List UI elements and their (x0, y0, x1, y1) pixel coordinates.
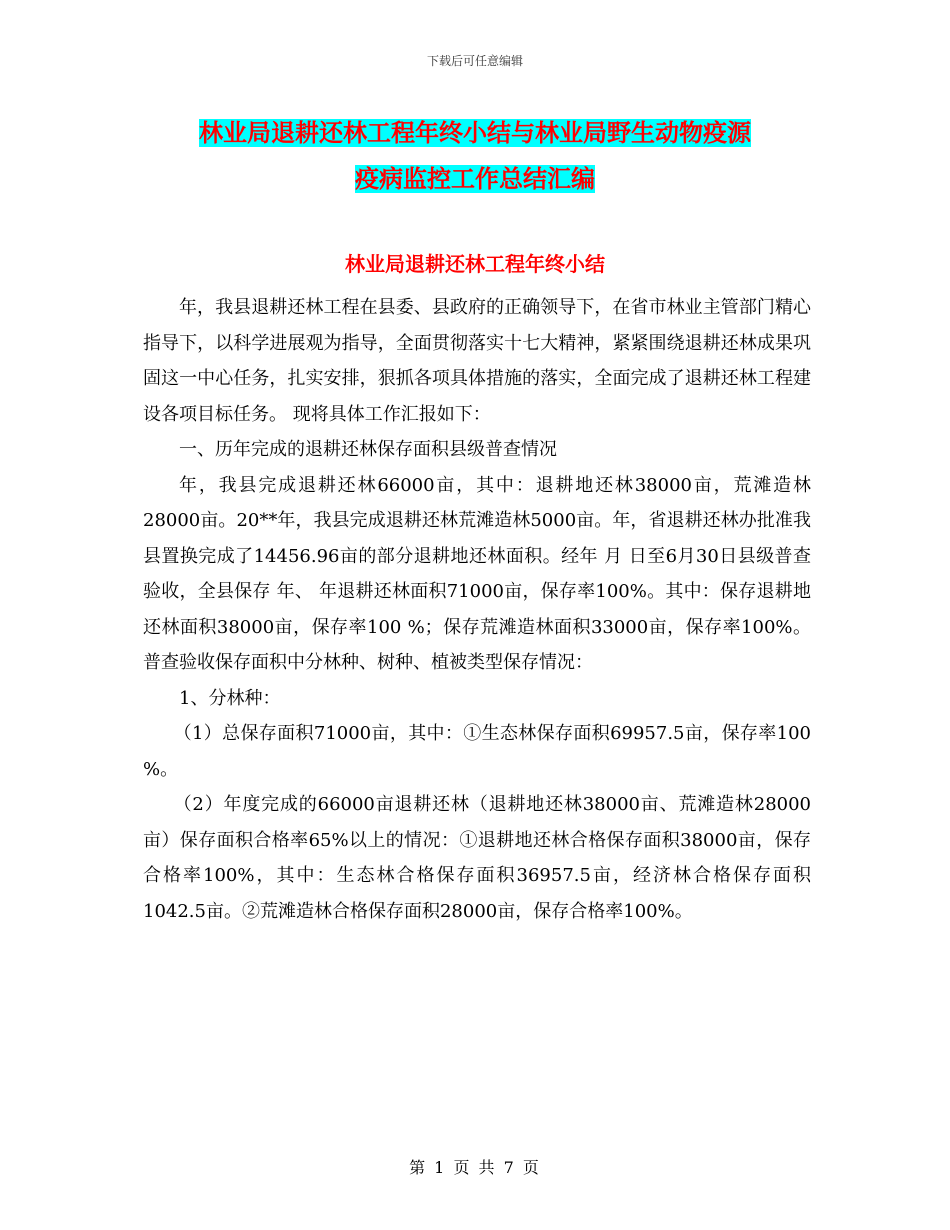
page-header-note: 下载后可任意编辑 (426, 54, 523, 68)
paragraph-item-1: （1）总保存面积71000亩，其中：①生态林保存面积69957.5亩，保存率100 %。 (143, 723, 811, 780)
paragraph-item-2: （2）年度完成的66000亩退耕还林（退耕地还林38000亩、荒滩造林28000亩）保存面积合格率65%以上的情况：①退耕地还林合格保存面积38000亩，保存合格率100%，其中：生态林合格保存面积36957.5亩，经济林合格保存面积1042.5亩。②荒滩造林合格保存面积28000亩，保存合格率100%。 (143, 794, 811, 922)
section-title: 林业局退耕还林工程年终小结 (345, 252, 605, 276)
paragraph-forest-type-heading: 1、分林种： (179, 687, 281, 709)
page-number: 第 1 页 共 7 页 (409, 1158, 541, 1177)
document-title-line-2: 疫病监控工作总结汇编 (355, 165, 595, 193)
document-title (140, 110, 810, 202)
document-body (143, 290, 811, 929)
document-title-line-1: 林业局退耕还林工程年终小结与林业局野生动物疫源 (199, 119, 751, 147)
paragraph-intro: 年，我县退耕还林工程在县委、县政府的正确领导下，在省市林业主管部门精心指导下，以科学进展观为指导，全面贯彻落实十七大精神，紧紧围绕退耕还林成果巩固这一中心任务，扎实安排，狠抓各项具体措施的落实，全面完成了退耕还林工程建设各项目标任务。 现将具体工作汇报如下： (143, 297, 811, 425)
paragraph-survey: 年，我县完成退耕还林66000亩，其中：退耕地还林38000亩，荒滩造林28000亩。20**年，我县完成退耕还林荒滩造林5000亩。年，省退耕还林办批准我县置换完成了14456.96亩的部分退耕地还林面积。经年 月 日至6月30日县级普查验收，全县保存 年、 年退耕还林面积71000亩，保存率100%。其中：保存退耕地还林面积38000亩，保存率100 %；保存荒滩造林面积33000亩，保存率100%。普查验收保存面积中分林种、树种、植被类型保存情况： (143, 474, 811, 673)
paragraph-heading-1: 一、历年完成的退耕还林保存面积县级普查情况 (179, 439, 557, 460)
